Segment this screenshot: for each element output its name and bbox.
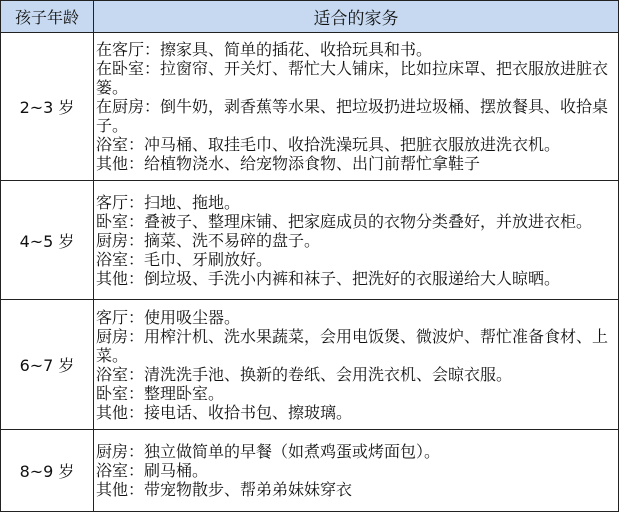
chore-item: 卧室：叠被子、整理床铺、把家庭成员的衣物分类叠好，并放进衣柜。 xyxy=(96,211,593,231)
chore-item: 卧室：整理卧室。 xyxy=(96,383,225,403)
table-row xyxy=(1,33,619,181)
chore-item: 浴室：毛巾、牙刷放好。 xyxy=(96,249,273,269)
table-row xyxy=(1,181,619,300)
age-cell: 6~7 岁 xyxy=(1,300,94,430)
chore-item: 在厨房：倒牛奶，剥香蕉等水果、把垃圾扔进垃圾桶、摆放餐具、收拾桌子。 xyxy=(96,97,609,135)
chore-item: 客厅：扫地、拖地。 xyxy=(96,192,241,212)
chore-item: 客厅：使用吸尘器。 xyxy=(96,307,241,327)
chores-cell xyxy=(94,430,619,512)
chore-item: 其他：接电话、收拾书包、擦玻璃。 xyxy=(96,402,353,422)
chore-item: 其他：倒垃圾、手洗小内裤和袜子、把洗好的衣服递给大人晾晒。 xyxy=(96,268,561,288)
chore-item: 其他：带宠物散步、帮弟弟妹妹穿衣 xyxy=(96,480,353,499)
age-cell: 8~9 岁 xyxy=(1,430,94,512)
header-row xyxy=(1,1,619,33)
chore-item: 浴室：清洗洗手池、换新的卷纸、会用洗衣机、会晾衣服。 xyxy=(96,364,513,384)
chores-cell xyxy=(94,300,619,430)
chore-item: 浴室：刷马桶。 xyxy=(96,461,209,480)
chore-item: 其他：给植物浇水、给宠物添食物、出门前帮忙拿鞋子 xyxy=(96,154,481,173)
chores-cell xyxy=(94,33,619,181)
age-cell: 2~3 岁 xyxy=(1,33,94,181)
chore-item: 厨房：摘菜、洗不易碎的盘子。 xyxy=(96,230,321,250)
chore-item: 在客厅：擦家具、简单的插花、收拾玩具和书。 xyxy=(96,40,433,59)
table-row xyxy=(1,300,619,430)
chore-item: 厨房：独立做简单的早餐（如煮鸡蛋或烤面包）。 xyxy=(96,442,441,461)
chore-item: 浴室：冲马桶、取挂毛巾、收拾洗澡玩具、把脏衣服放进洗衣机。 xyxy=(96,135,561,154)
chore-item: 厨房：用榨汁机、洗水果蔬菜，会用电饭煲、微波炉、帮忙准备食材、上菜。 xyxy=(96,326,609,365)
chore-item: 在卧室：拉窗帘、开关灯、帮忙大人铺床，比如拉床罩、把衣服放进脏衣篓。 xyxy=(96,59,609,97)
header-chores: 适合的家务 xyxy=(94,1,619,33)
header-age: 孩子年龄 xyxy=(1,1,94,33)
age-cell: 4~5 岁 xyxy=(1,181,94,300)
table-row xyxy=(1,430,619,512)
chores-cell xyxy=(94,181,619,300)
